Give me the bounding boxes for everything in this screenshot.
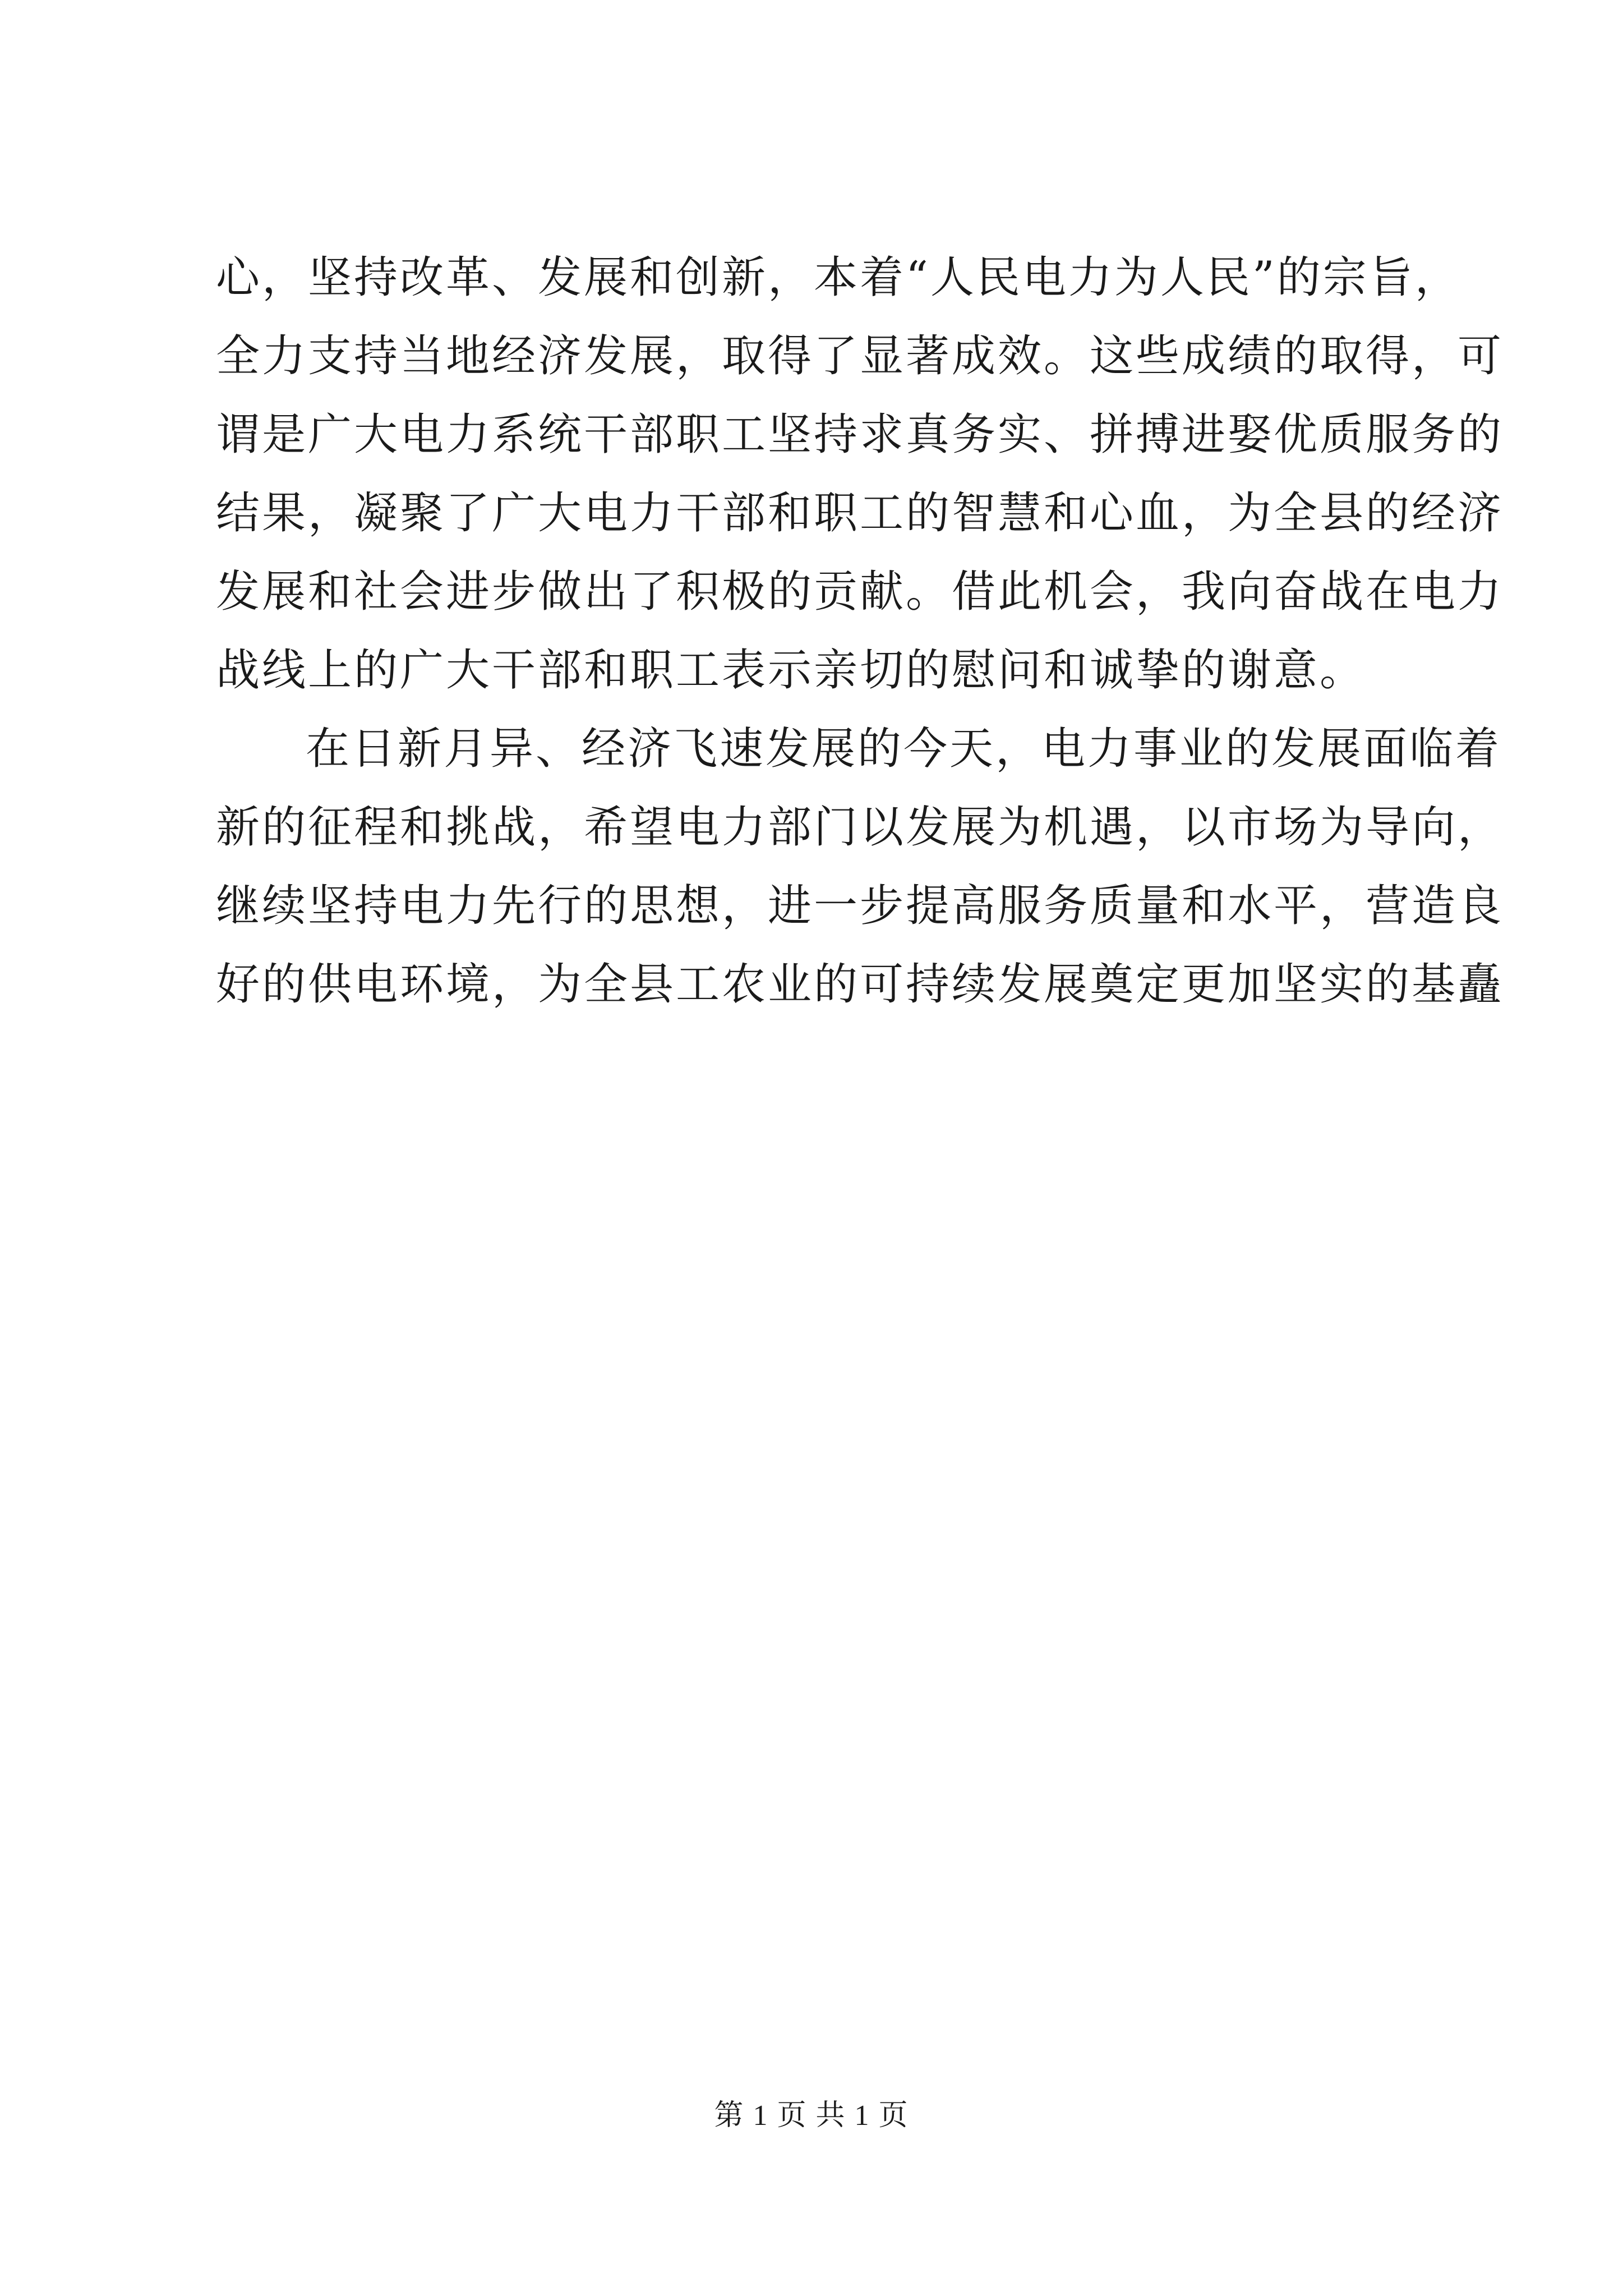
paragraph-1-line-1: 心，坚持改革、发展和创新，本着“人民电力为人民”的宗旨， (216, 252, 1461, 303)
paragraph-2-line-2: 新的征程和挑战，希望电力部门以发展为机遇，以市场为导向， (216, 802, 1504, 853)
paragraph-1-line-3: 谓是广大电力系统干部职工坚持求真务实、拼搏进娶优质服务的 (216, 409, 1504, 460)
paragraph-1-line-4: 结果，凝聚了广大电力干部和职工的智慧和心血，为全县的经济 (216, 488, 1504, 539)
page-footer-page-number: 第 1 页 共 1 页 (714, 2100, 909, 2132)
paragraph-2-line-1: 在日新月异、经济飞速发展的今天，电力事业的发展面临着 (306, 724, 1502, 774)
paragraph-2-line-3: 继续坚持电力先行的思想，进一步提高服务质量和水平，营造良 (216, 881, 1504, 931)
paragraph-1-line-2: 全力支持当地经济发展，取得了显著成效。这些成绩的取得，可 (216, 331, 1504, 381)
paragraph-1-line-5: 发展和社会进步做出了积极的贡献。借此机会，我向奋战在电力 (216, 567, 1504, 617)
paragraph-2-line-4: 好的供电环境，为全县工农业的可持续发展奠定更加坚实的基矗 (216, 959, 1504, 1010)
paragraph-1-line-6: 战线上的广大干部和职工表示亲切的慰问和诚挚的谢意。 (216, 645, 1366, 696)
